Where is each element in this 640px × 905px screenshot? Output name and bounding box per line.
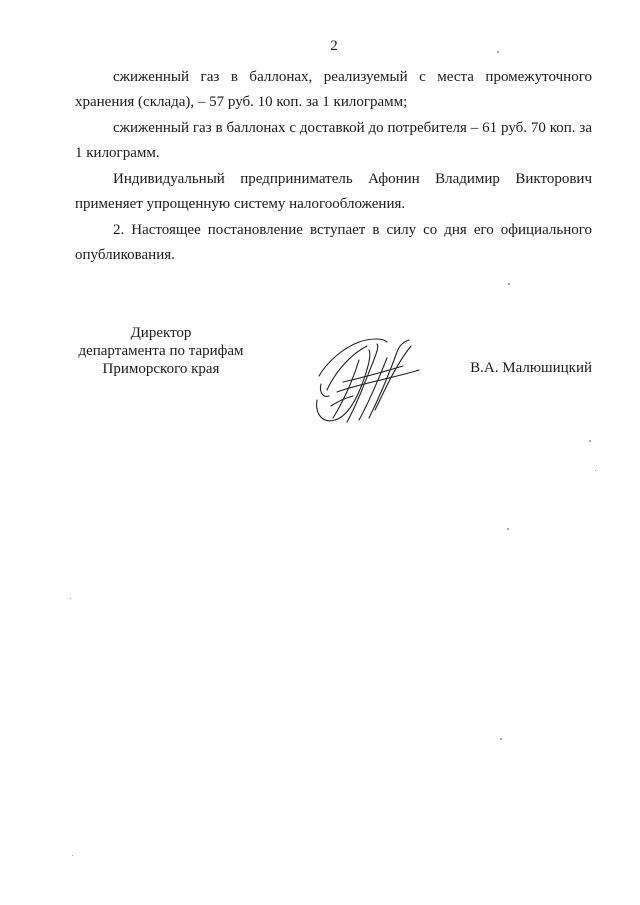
scan-artifact <box>595 470 596 471</box>
signatory-position-line: Приморского края <box>102 361 220 377</box>
page-number: 2 <box>330 38 338 54</box>
paragraph-tax-system: Индивидуальный предприниматель Афонин Владимир Викторович применяет упрощенную систему налогообложения. <box>75 171 592 212</box>
paragraph-lpg-delivery-price: сжиженный газ в баллонах с доставкой до потребителя – 61 руб. 70 коп. за 1 килограмм. <box>75 120 592 161</box>
signatory-position-line: департамента по тарифам <box>78 343 244 359</box>
signatory-name: В.А. Малюшицкий <box>470 360 592 376</box>
scan-artifact <box>507 528 509 530</box>
signatory-position <box>55 324 267 378</box>
scan-artifact <box>508 283 510 285</box>
scan-artifact <box>72 855 73 856</box>
scan-artifact <box>70 598 71 599</box>
scan-artifact <box>497 51 499 53</box>
paragraph-effective-date: 2. Настоящее постановление вступает в силу со дня его официального опубликования. <box>75 222 592 263</box>
signatory-position-line: Директор <box>130 325 192 341</box>
paragraph-lpg-warehouse-price: сжиженный газ в баллонах, реализуемый с места промежуточного хранения (склада), – 57 руб. 10 коп. за 1 килограмм; <box>75 69 592 110</box>
scan-artifact <box>589 440 591 442</box>
handwritten-signature-icon <box>313 332 423 428</box>
signature-block <box>55 324 595 434</box>
document-body <box>75 65 592 269</box>
scan-artifact <box>500 738 502 740</box>
